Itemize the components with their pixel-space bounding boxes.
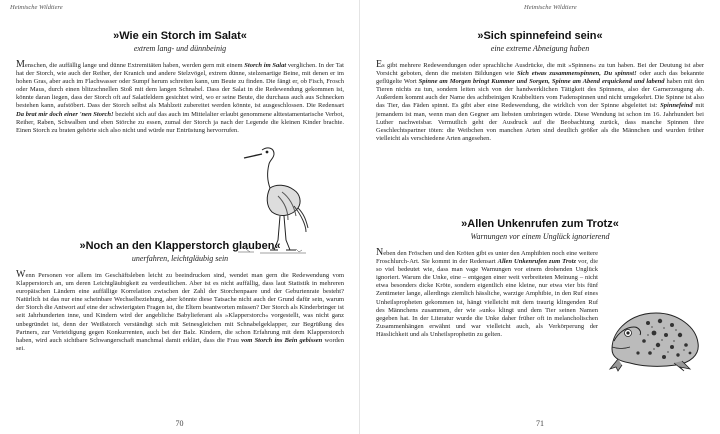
body-text: Menschen, die auffällig lange und dünne Extremitäten haben, werden gern mit einem Storch im Salat verglichen. In der Tat hat der Storch, wie auch der Reiher, der Kranich und andere Stelzvögel, extrem dünne, stelzenartige Beine, mit denen er im hohen Gras, aber auch im Flachwasser oder Sumpf herum schreiten kann, um Beute zu finden. Die fängt er, ob Fisch, Frosch oder Maus, durch einen blitzschnellen Stoß mit dem langen Schnabel. Dass der Salat in die Redewendung gekommen ist, könnte daran liegen, dass der Storch oft auf Salatfeldern gesichtet wird, wo er seine Beute, die durchaus auch aus Schnecken bestehen kann, aufstöbert. Dass der Storch selbst als Mahlzeit zubereitet werden könnte, ist ausgeschlossen. Die Redensart Da brat mir doch einer 'nen Storch! bezieht sich auf das auch im Mittelalter erlaubt genommene alttestamentarische Verbot, Reiher, Raben, Schwalben und eben Störche zu essen, zumal der Storch ja nach der Legende die kleinen Kinder brachte. Einen Storch zu braten gehörte sich also nicht und würde nur Entrüstung hervorrufen.	[16, 59, 344, 134]
drop-cap: M	[16, 59, 25, 70]
stork-illustration	[236, 136, 314, 256]
running-head: Heimische Wildtiere	[524, 4, 577, 11]
emphasis: Da brat mir doch einer 'nen Storch!	[16, 110, 114, 118]
emphasis: vom Storch ins Bein gebissen	[241, 336, 323, 344]
section-title: »Allen Unkenrufen zum Trotz«	[461, 218, 619, 230]
emphasis: Sich etwas zusammenspinnen, Du spinnst!	[517, 70, 637, 78]
running-head: Heimische Wildtiere	[10, 4, 63, 11]
emphasis: Allen Unkenrufen zum Trotz	[497, 258, 576, 266]
emphasis: Storch im Salat	[244, 62, 287, 69]
section-spinnefeind	[360, 30, 720, 143]
section-title: »Noch an den Klapperstorch glauben«	[79, 240, 281, 252]
section-unkenrufe	[360, 218, 720, 377]
page-number: 71	[536, 419, 544, 428]
section-subtitle: unerfahren, leichtgläubig sein	[131, 254, 229, 263]
body-text: Neben den Fröschen und den Kröten gibt es unter den Amphibien noch eine weitere Froschlurch-Art. Sie kommt in der Redensart Allen Unkenrufen zum Trotz vor, die so viel bedeutet wie, dass man vage Warnungen vor einem drohenden Unglück ignoriert. Warum die Unke, eine – entgegen einer weit verbreiteten Meinung – nicht etwa besonders dicke Kröte, sondern eigentlich eine kleine, nur etwa vier bis fünf Zentimeter lange, allerdings ziemlich hässliche, warzige Amphibie, in den Ruf eines Unheilspropheten gekommen ist, hängt vielleicht mit dem traurig klingenden Ruf des Männchens zusammen, der wie »unk« klingt und dem Tier seinen Namen gegeben hat. In der Literatur wurde die Unke daher früher oft in melancholischen Zusammenhängen erwähnt und war vielleicht auch, als Verkörperung der Hässlichkeit und als Unheilsprophetin zu gelten.	[376, 249, 704, 339]
drop-cap: E	[376, 59, 383, 70]
drop-cap: W	[16, 269, 26, 280]
section-storch-im-salat	[0, 30, 360, 135]
emphasis: Spinne am Morgen bringt Kummer und Sorgen, Spinne am Abend erquickend und labend	[418, 78, 665, 86]
emphasis: Spinnefeind	[660, 102, 693, 110]
section-subtitle: extrem lang- und dünnbeinig	[133, 44, 227, 53]
section-title: »Sich spinnefeind sein«	[477, 30, 603, 42]
right-page	[360, 0, 720, 434]
page-number: 70	[175, 419, 184, 428]
section-klapperstorch	[0, 240, 360, 353]
body-text: Es gibt mehrere Redewendungen oder sprachliche Ausdrücke, die mit »Spinnen« zu tun haben. Bei der Deutung ist aber Vorsicht geboten, denn die meisten Bildungen wie Sich etwas zusammenspinnen, Du spinnst! oder auch das bekannte geflügelte Wort Spinne am Morgen bringt Kummer und Sorgen, Spinne am Abend erquickend und labend haben mit den Tieren nichts zu tun, sondern leiten sich von der handwerklichen Tätigkeit des Spinnens, also der Garnerzeugung ab. Außerdem kommt auch der Name des achtbeinigen Krabbeltiers vom Fadenspinnen und nicht umgekehrt. Die Spinne ist also das Tier, das Fäden spinnt. Es gibt aber eine Redewendung, die wirklich von der Spinne abgeleitet ist: Spinnefeind mit jemandem ist man, wenn man den Gegner am liebsten umbringen würde. Diese Wendung ist schon im 16. Jahrhundert bei Luther nachweisbar. Vermutlich geht der Ausdruck auf die Beobachtung zurück, dass manche Spinnen ihre Geschlechtspartner töten: die Weibchen von manchen Arten sind deutlich größer als die Männchen und wurden früher vielleicht als verschiedene Arten angesehen.	[376, 59, 704, 142]
toad-illustration	[604, 297, 704, 375]
section-title: »Wie ein Storch im Salat«	[113, 30, 247, 42]
body-text: Wenn Personen vor allem im Geschäftsleben leicht zu beeindrucken sind, wendet man gern die Redewendung vom Klapperstorch an, um deren Leichtgläubigkeit zu verdeutlichen. Aber ist es nicht auffällig, dass laut Statistik in mehreren europäischen Ländern eine auffällige Korrelation zwischen der Zahl der Storchenpaare und der Geburtenrate besteht? Natürlich ist das nur eine scheinbare Wechselbeziehung, aber könnte diese Tatsache nicht auch der Grund dafür sein, warum der Storch die Antwort auf eine der schwierigsten Fragen ist, die Eltern beantworten müssen? Der Storch als Kinderbringer ist seit Jahrhunderten inne, und Kindern wird der angebliche Babylieferant als »Klapperstorch« vorgestellt, was nicht ganz unbegründet ist, denn der Weißstorch verständigt sich mit Seinesgleichen mit Schnabelgeklapper, zur Begrüßung des Partners, zur Verteidigung gegen Konkurrenten, auch bei der Balz. Kindern, die schon Erfahrung mit dem Klapperstorch haben, wird auch sichtbare Schwangerschaft manchmal damit erklärt, dass die Frau vom Storch ins Bein gebissen worden sei.	[16, 269, 344, 352]
section-subtitle: Warnungen vor einem Unglück ignorierend	[470, 232, 610, 241]
section-subtitle: eine extreme Abneigung haben	[490, 44, 590, 53]
drop-cap: N	[376, 247, 384, 258]
